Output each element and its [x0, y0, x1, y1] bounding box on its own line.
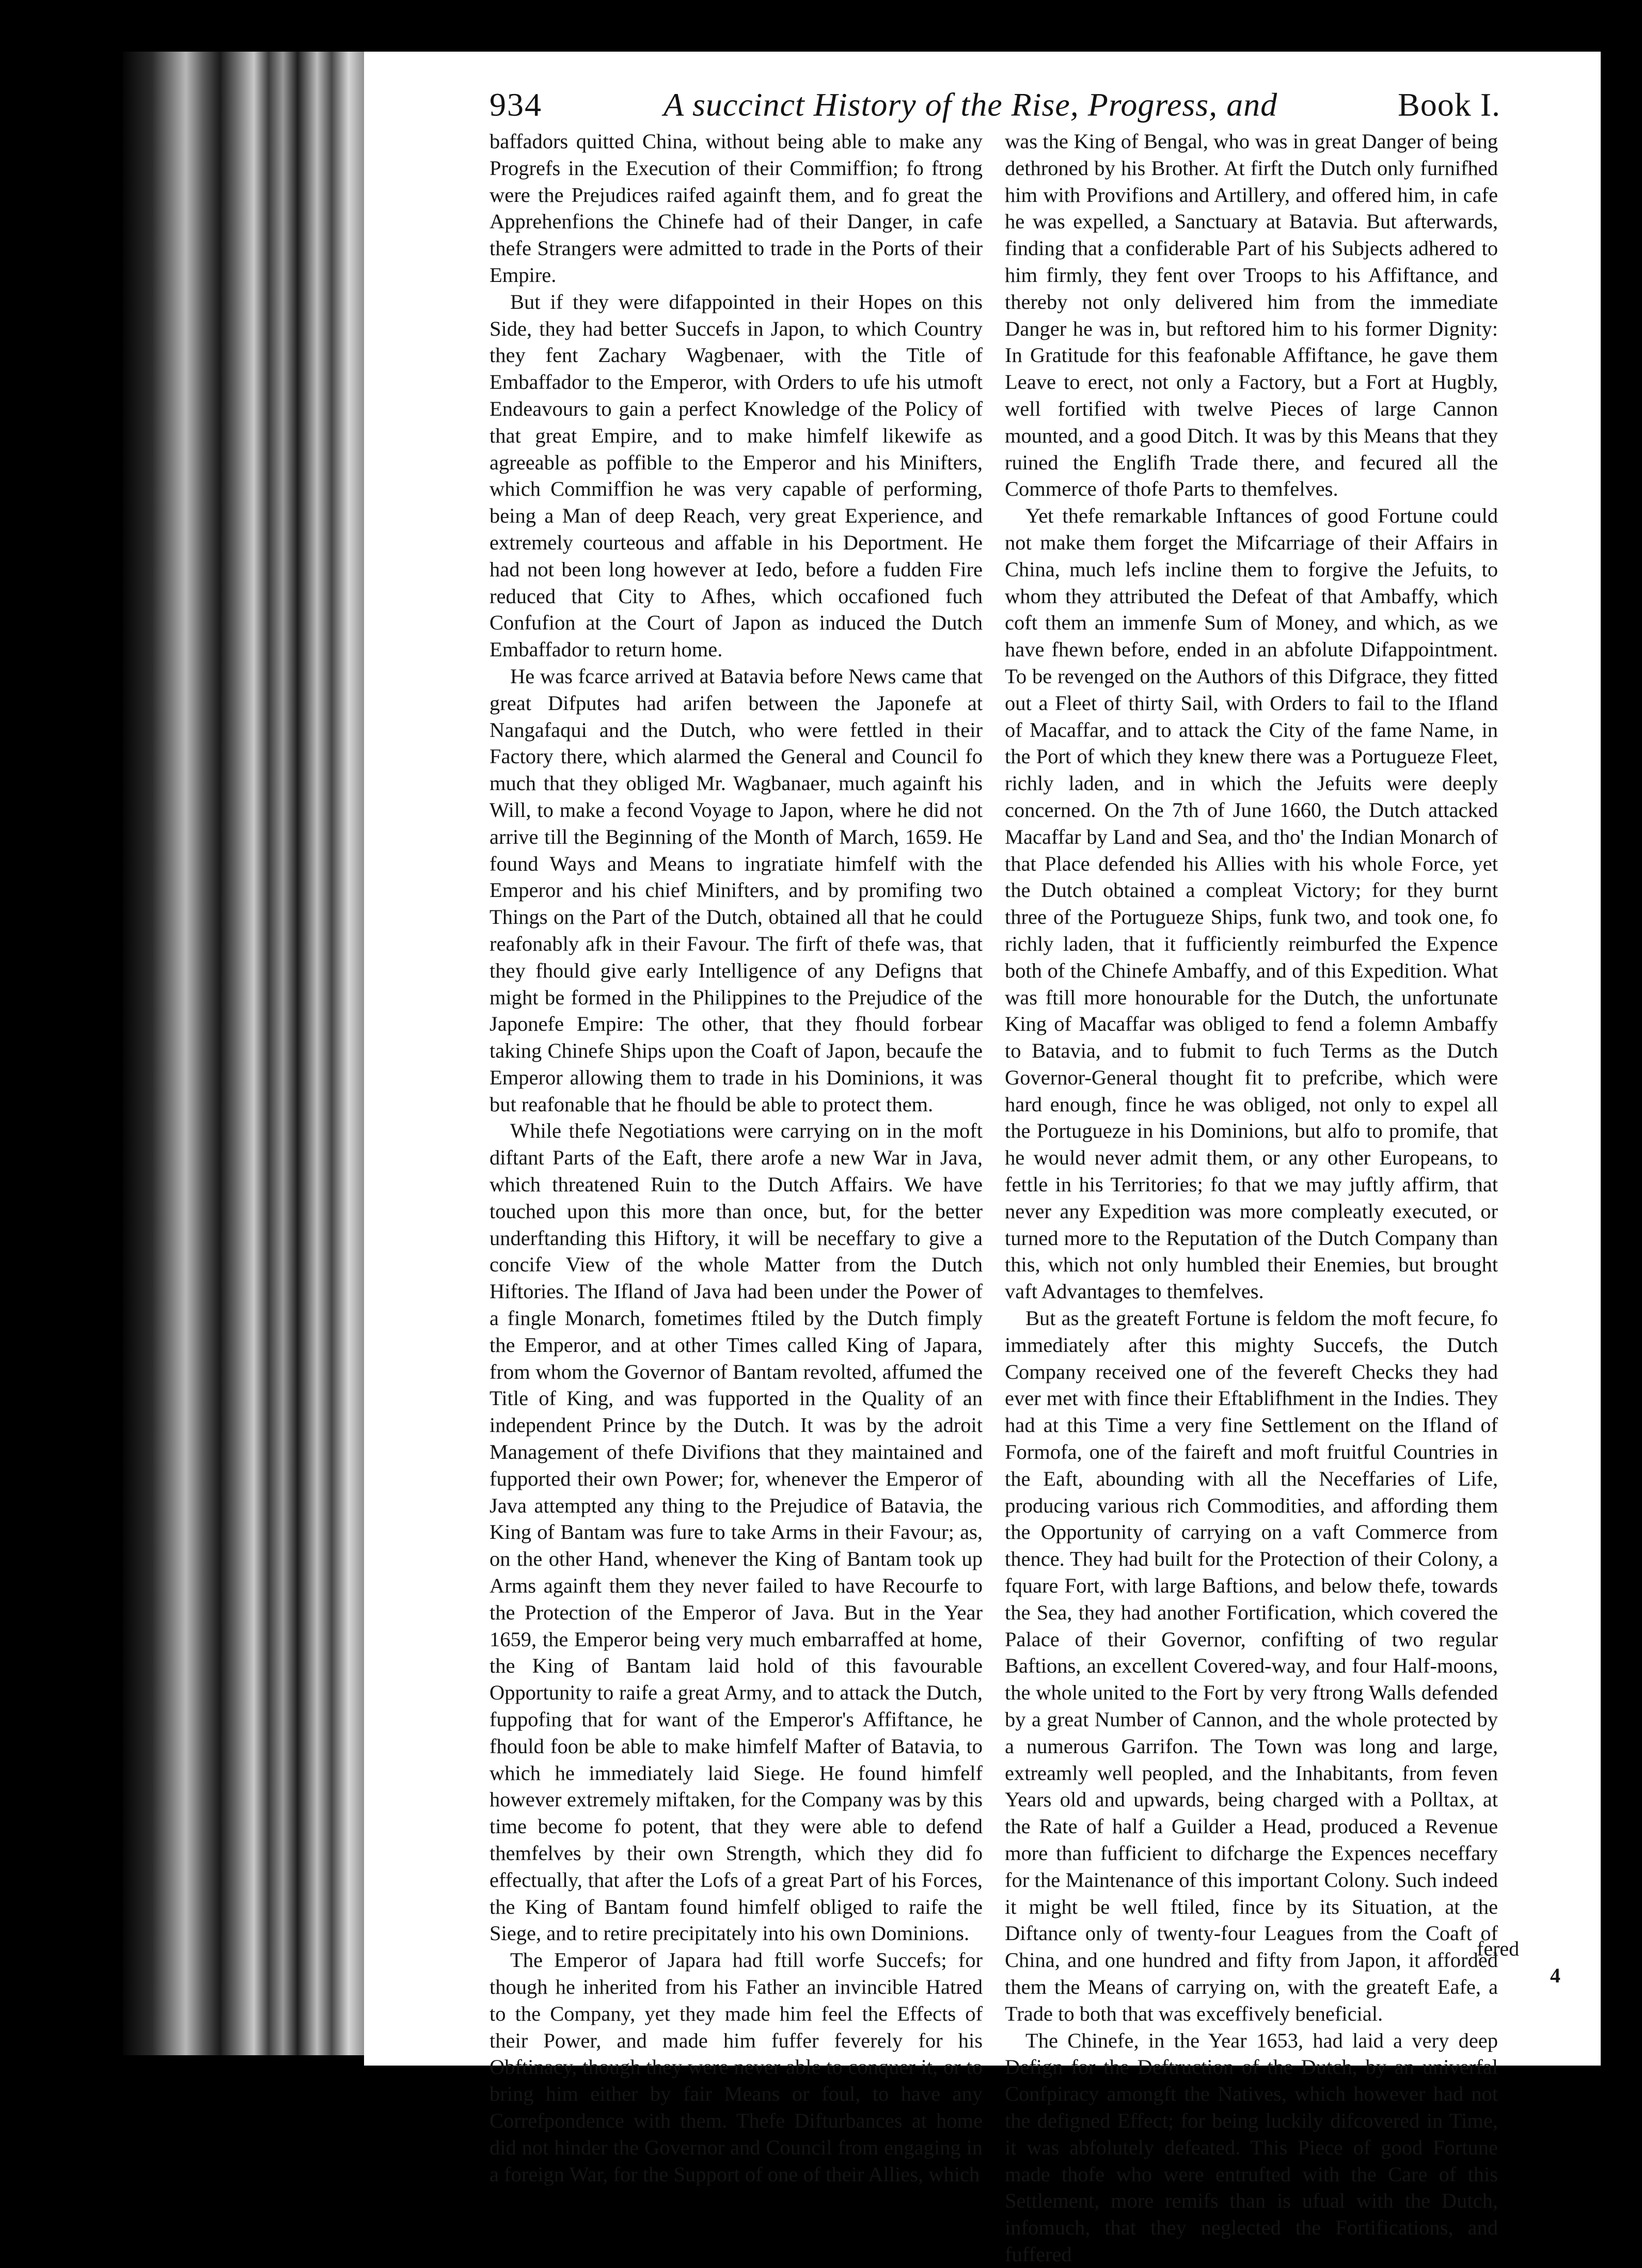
paragraph: He was fcarce arrived at Batavia before News came that great Difputes had arifen between the Japonefe at Nangafaqui and the Dutch, who were fettled in their Factory there, which alarmed the General and Council fo much that they obliged Mr. Wagbanaer, much againft his Will, to make a fecond Voyage to Japon, where he did not arrive till the Beginning of the Month of March, 1659. He found Ways and Means to ingratiate himfelf with the Emperor and his chief Minifters, and by promifing two Things on the Part of the Dutch, obtained all that he could reafonably afk in their Favour. The firft of thefe was, that they fhould give early Intelligence of any Defigns that might be formed in the Philippines to the Prejudice of the Japonefe Empire: The other, that they fhould forbear taking Chinefe Ships upon the Coaft of Japon, becaufe the Emperor allowing them to trade in his Dominions, it was but reafonable that he fhould be able to protect them.	[490, 664, 983, 1116]
running-title: A succinct History of the Rise, Progress, and	[664, 86, 1278, 123]
paragraph: But if they were difappointed in their Hopes on this Side, they had better Succefs in Japon, to which Country they fent Zachary Wagbenaer, with the Title of Embaffador to the Emperor, with Orders to ufe his utmoft Endeavours to gain a perfect Knowledge of the Policy of that great Empire, and to make himfelf likewife as agreeable as poffible to the Emperor and his Minifters, which Commiffion he was very capable of performing, being a Man of deep Reach, very great Experience, and extremely courteous and affable in his Deportment. He had not been long however at Iedo, before a fudden Fire reduced that City to Afhes, which occafioned fuch Confufion at the Court of Japon as induced the Dutch Embaffador to return home.	[490, 290, 983, 662]
paragraph: was the King of Bengal, who was in great Danger of being dethroned by his Brother. At firft the Dutch only furnifhed him with Provifions and Artillery, and offered him, in cafe he was expelled, a Sanctuary at Batavia. But afterwards, finding that a confiderable Part of his Subjects adhered to him firmly, they fent over Troops to his Affiftance, and thereby not only delivered him from the immediate Danger he was in, but reftored him to his former Dignity: In Gratitude for this feafonable Affiftance, he gave them Leave to erect, not only a Factory, but a Fort at Hugbly, well fortified with twelve Pieces of large Cannon mounted, and a good Ditch. It was by this Means that they ruined the Englifh Trade there, and fecured all the Commerce of thofe Parts to themfelves.	[1005, 130, 1498, 501]
book-page	[364, 52, 1601, 2266]
paragraph: But as the greateft Fortune is feldom the moft fecure, fo immediately after this mighty Succefs, the Dutch Company received one of the fevereft Checks they had ever met with fince their Eftablifhment in the Indies. They had at this Time a very fine Settlement on the Ifland of Formofa, one of the faireft and moft fruitful Countries in the Eaft, abounding with all the Neceffaries of Life, producing various rich Commodities, and affording them the Opportunity of carrying on a vaft Commerce from thence. They had built for the Protection of their Colony, a fquare Fort, with large Baftions, and below thefe, towards the Sea, they had another Fortification, which covered the Palace of their Governor, confifting of two regular Baftions, an excellent Covered-way, and four Half-moons, the whole united to the Fort by very ftrong Walls defended by a great Number of Cannon, and the whole protected by a numerous Garrifon. The Town was long and large, extreamly well peopled, and the Inhabitants, from feven Years old and upwards, being charged with a Polltax, at the Rate of half a Guilder a Head, produced a Revenue more than fufficient to difcharge the Expences neceffary for the Maintenance of this important Colony. Such indeed it might be well ftiled, fince by its Situation, at the Diftance only of twenty-four Leagues from the Coaft of China, and one hundred and fifty from Japon, it afforded them the Means of carrying on, with the greateft Eafe, a Trade to both that was exceffively beneficial.	[1005, 1306, 1498, 2025]
right-text-column	[1005, 128, 1498, 2268]
paragraph: The Chinefe, in the Year 1653, had laid a very deep Defign for the Deftruction of the Dutch, by an univerfal Confpiracy amongft the Natives, which however had not the defigned Effect; for being luckily difcovered in Time, it was abfolutely defeated. This Piece of good Fortune made thofe who were entrufted with the Care of this Settlement, more remifs than is ufual with the Dutch, infomuch, that they neglected the Fortifications, and fuffered	[1005, 2028, 1498, 2266]
page-number: 934	[490, 86, 542, 123]
running-header	[364, 70, 1601, 137]
signature-mark: 4	[1550, 1964, 1560, 1987]
paragraph: The Emperor of Japara had ftill worfe Succefs; for though he inherited from his Father an invincible Hatred to the Company, yet they made him feel the Effects of their Power, and made him fuffer feverely for his Obftinacy, though they were never able to conquer it, or to bring him either by fair Means or foul, to have any Correfpondence with them. Thefe Difturbances at home did not hinder the Governor and Council from engaging in a foreign War, for the Support of one of their Allies, which	[490, 1948, 983, 2186]
catchword: fered	[1477, 1937, 1520, 1960]
book-label: Book I.	[1398, 86, 1501, 123]
book-spine-gutter	[123, 52, 366, 2055]
paragraph: While thefe Negotiations were carrying on in the moft diftant Parts of the Eaft, there arofe a new War in Java, which threatened Ruin to the Dutch Affairs. We have touched upon this more than once, but, for the better underftanding this Hiftory, it will be neceffary to give a concife View of the whole Matter from the Dutch Hiftories. The Ifland of Java had been under the Power of a fingle Monarch, fometimes ftiled by the Dutch fimply the Emperor, and at other Times called King of Japara, from whom the Governor of Bantam revolted, affumed the Title of King, and was fupported in the Quality of an independent Prince by the Dutch. It was by the adroit Management of thefe Divifions that they maintained and fupported their own Power; for, whenever the Emperor of Java attempted any thing to the Prejudice of Batavia, the King of Bantam was fure to take Arms in their Favour; as, on the other Hand, whenever the King of Bantam took up Arms againft them they never failed to have Recourfe to the Protection of the Emperor of Java. But in the Year 1659, the Emperor being very much embarraffed at home, the King of Bantam laid hold of this favourable Opportunity to raife a great Army, and to attack the Dutch, fuppofing that for want of the Emperor's Affiftance, he fhould foon be able to make himfelf Mafter of Batavia, to which he immediately laid Siege. He found himfelf however extremely miftaken, for the Company was by this time become fo potent, that they were able to defend themfelves by their own Strength, which they did fo effectually, that after the Lofs of a great Part of his Forces, the King of Bantam found himfelf obliged to raife the Siege, and to retire precipitately into his own Dominions.	[490, 1119, 983, 1945]
left-text-column	[490, 128, 983, 2187]
paragraph: baffadors quitted China, without being able to make any Progrefs in the Execution of their Commiffion; fo ftrong were the Prejudices raifed againft them, and fo great the Apprehenfions the Chinefe had of their Danger, in cafe thefe Strangers were admitted to trade in the Ports of their Empire.	[490, 130, 983, 287]
paragraph: Yet thefe remarkable Inftances of good Fortune could not make them forget the Mifcarriage of their Affairs in China, much lefs incline them to forgive the Jefuits, to whom they attributed the Defeat of that Ambaffy, which coft them an immenfe Sum of Money, and which, as we have fhewn before, ended in an abfolute Difappointment. To be revenged on the Authors of this Difgrace, they fitted out a Fleet of thirty Sail, with Orders to fail to the Ifland of Macaffar, and to attack the City of the fame Name, in the Port of which they knew there was a Portugueze Fleet, richly laden, and in which the Jefuits were deeply concerned. On the 7th of June 1660, the Dutch attacked Macaffar by Land and Sea, and tho' the Indian Monarch of that Place defended his Allies with his whole Force, yet the Dutch obtained a compleat Victory; for they burnt three of the Portugueze Ships, funk two, and took one, fo richly laden, that it fufficiently reimburfed the Expence both of the Chinefe Ambaffy, and of this Expedition. What was ftill more honourable for the Dutch, the unfortunate King of Macaffar was obliged to fend a folemn Ambaffy to Batavia, and to fubmit to fuch Terms as the Dutch Governor-General thought fit to prefcribe, which were hard enough, fince he was obliged, not only to expel all the Portugueze in his Dominions, but alfo to promife, that he would never admit them, or any other Europeans, to fettle in his Territories; fo that we may juftly affirm, that never any Expedition was more compleatly executed, or turned more to the Reputation of the Dutch Company than this, which not only humbled their Enemies, but brought vaft Advantages to themfelves.	[1005, 504, 1498, 1303]
